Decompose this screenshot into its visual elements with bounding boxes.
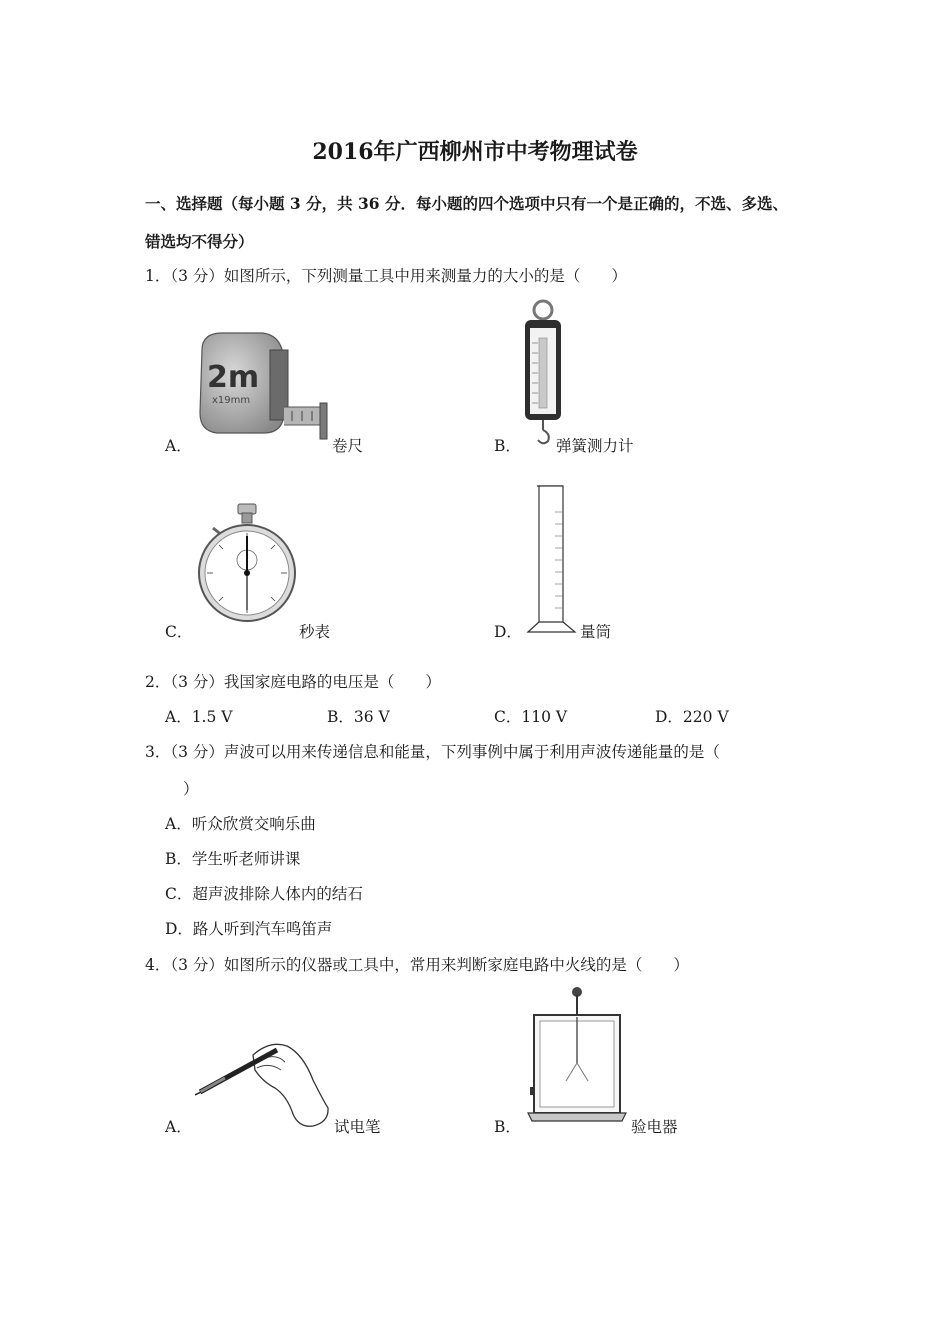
q3-option-a: A．听众欣赏交响乐曲 xyxy=(165,815,316,833)
stopwatch-image xyxy=(195,500,300,625)
q3-option-d: D．路人听到汽车鸣笛声 xyxy=(165,920,333,938)
q1-option-c-letter: C． xyxy=(165,623,193,641)
question-4-stem: 4．（3 分）如图所示的仪器或工具中，常用来判断家庭电路中火线的是（ ） xyxy=(145,956,689,974)
q1-option-b-letter: B． xyxy=(494,437,521,455)
q2-option-a: A．1.5 V xyxy=(165,708,233,726)
q1-option-b-caption: 弹簧测力计 xyxy=(556,437,634,455)
q1-option-c-caption: 秒表 xyxy=(299,623,331,641)
tape-label-width: x19mm xyxy=(212,395,251,406)
q4-option-a-caption: 试电笔 xyxy=(334,1118,381,1136)
q1-option-d-caption: 量筒 xyxy=(580,623,612,641)
q3-option-b: B．学生听老师讲课 xyxy=(165,850,301,868)
tape-label-2m: 2m xyxy=(207,360,260,395)
tape-measure-image xyxy=(192,325,332,450)
q1-option-d-letter: D． xyxy=(494,623,522,641)
question-3-stem-cont: ） xyxy=(183,780,199,798)
question-3-stem: 3．（3 分）声波可以用来传递信息和能量，下列事例中属于利用声波传递能量的是（ xyxy=(145,743,720,761)
q4-option-a-letter: A． xyxy=(165,1118,192,1136)
q3-option-c: C．超声波排除人体内的结石 xyxy=(165,885,363,903)
section-header-line1: 一、选择题（每小题 3 分，共 36 分．每小题的四个选项中只有一个是正确的，不选、多选、 xyxy=(145,194,788,213)
question-1-stem: 1．（3 分）如图所示，下列测量工具中用来测量力的大小的是（ ） xyxy=(145,267,627,285)
graduated-cylinder-image xyxy=(525,482,580,634)
q1-option-a-caption: 卷尺 xyxy=(332,437,364,455)
q2-option-b: B．36 V xyxy=(327,708,390,726)
electroscope-image xyxy=(522,985,632,1125)
section-header-line2: 错选均不得分） xyxy=(145,232,254,251)
page-title: 2016年广西柳州市中考物理试卷 xyxy=(312,139,638,165)
question-2-stem: 2．（3 分）我国家庭电路的电压是（ ） xyxy=(145,673,441,691)
test-pen-image xyxy=(195,1030,335,1130)
q4-option-b-letter: B． xyxy=(494,1118,521,1136)
q4-option-b-caption: 验电器 xyxy=(631,1118,678,1136)
q2-option-c: C．110 V xyxy=(494,708,568,726)
q1-option-a-letter: A． xyxy=(165,437,192,455)
q2-option-d: D．220 V xyxy=(655,708,729,726)
spring-scale-image xyxy=(518,298,568,446)
